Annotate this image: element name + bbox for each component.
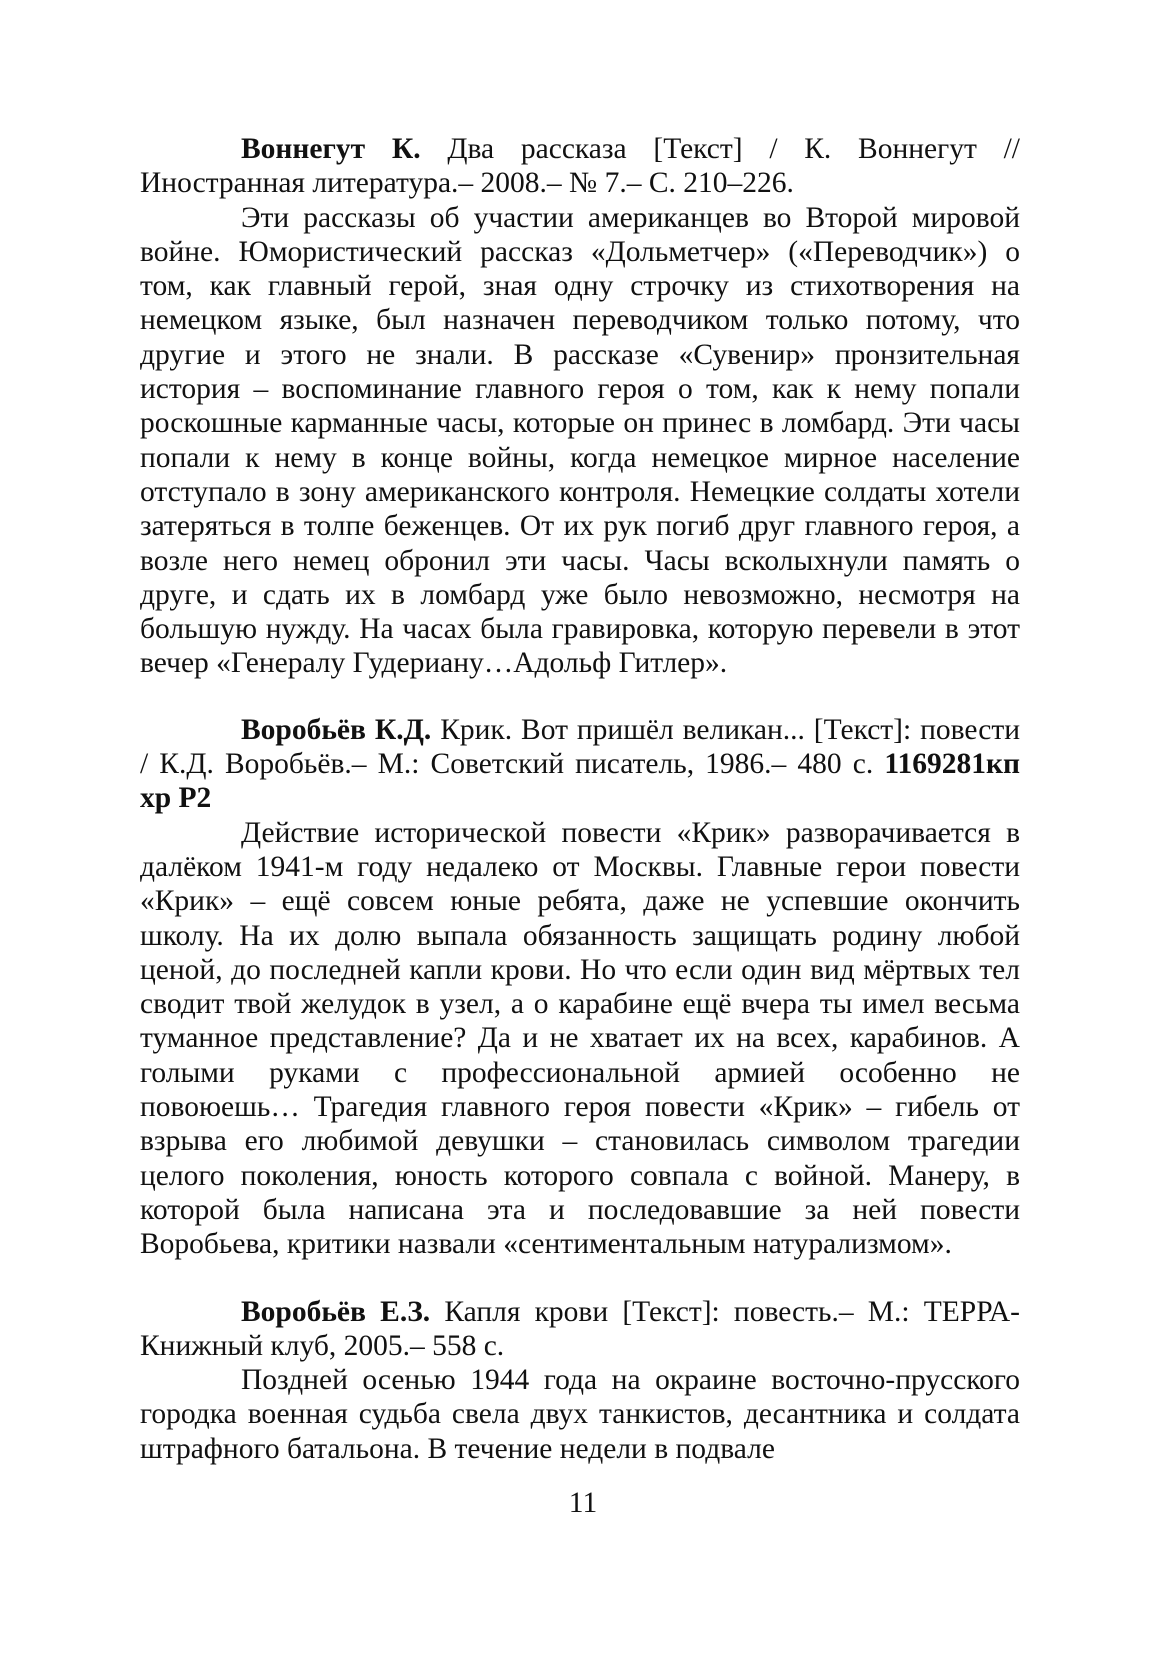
page-number: 11 — [568, 1487, 598, 1519]
page-body — [140, 132, 1020, 1466]
author-name: Воробьёв Е.З. — [241, 1295, 431, 1328]
annotation-paragraph: Эти рассказы об участии американцев во Второй мировой войне. Юмористический рассказ «Дольметчер» («Переводчик») о том, как главный герой, зная одну строчку из стихотворения на немецком языке, был назначен переводчиком только потому, что другие и этого не знали. В рассказе «Сувенир» пронзительная история – воспоминание главного героя о том, как к нему попали роскошные карманные часы, которые он принес в ломбард. Эти часы попали к нему в конце войны, когда немецкое мирное население отступало в зону американского контроля. Немецкие солдаты хотели затеряться в толпе беженцев. От их рук погиб друг главного героя, а возле него немец обронил эти часы. Часы всколыхнули память о друге, и сдать их в ломбард уже было невозможно, несмотря на большую нужду. На часах была гравировка, которую перевели в этот вечер «Генералу Гудериану…Адольф Гитлер». — [140, 201, 1020, 680]
citation-paragraph — [140, 1295, 1020, 1364]
citation-paragraph — [140, 132, 1020, 201]
annotation-paragraph: Поздней осенью 1944 года на окраине восточно-прусского городка военная судьба свела двух танкистов, десантника и солдата штрафного батальона. В течение недели в подвале — [140, 1364, 1020, 1465]
author-name: Воробьёв К.Д. — [241, 713, 432, 746]
citation-text: Капля крови [Текст]: повесть.– М.: ТЕРРА-Книжный клуб, 2005.– 558 с. — [140, 1295, 1020, 1362]
citation-text: Два рассказа [Текст] / К. Воннегут // Иностранная литература.– 2008.– № 7.– С. 210–226. — [140, 133, 1020, 200]
citation-text: Крик. Вот пришёл великан... [Текст]: повести / К.Д. Воробьёв.– М.: Советский писатель, 1986.– 480 с. — [140, 713, 1021, 781]
author-name: Воннегут К. — [241, 133, 421, 165]
shelfmark: 1169281кп хр Р2 — [140, 748, 1020, 815]
citation-paragraph — [140, 713, 1020, 816]
bibliography-entry — [140, 132, 1020, 681]
bibliography-entry — [140, 713, 1020, 1262]
annotation-paragraph: Действие исторической повести «Крик» разворачивается в далёком 1941-м году недалеко от Москвы. Главные герои повести «Крик» – ещё совсем юные ребята, даже не успевшие окончить школу. На их долю выпала обязанность защищать родину любой ценой, до последней капли крови. Но что если один вид мёртвых тел сводит твой желудок в узел, а о карабине ещё вчера ты имел весьма туманное представление? Да и не хватает их на всех, карабинов. А голыми руками с профессиональной армией особенно не повоюешь… Трагедия главного героя повести «Крик» – гибель от взрыва его любимой девушки – становилась символом трагедии целого поколения, юность которого совпала с войной. Манеру, в которой была написана эта и последовавшие за ней повести Воробьева, критики назвали «сентиментальным натурализмом». — [140, 816, 1020, 1261]
bibliography-entry — [140, 1295, 1020, 1466]
